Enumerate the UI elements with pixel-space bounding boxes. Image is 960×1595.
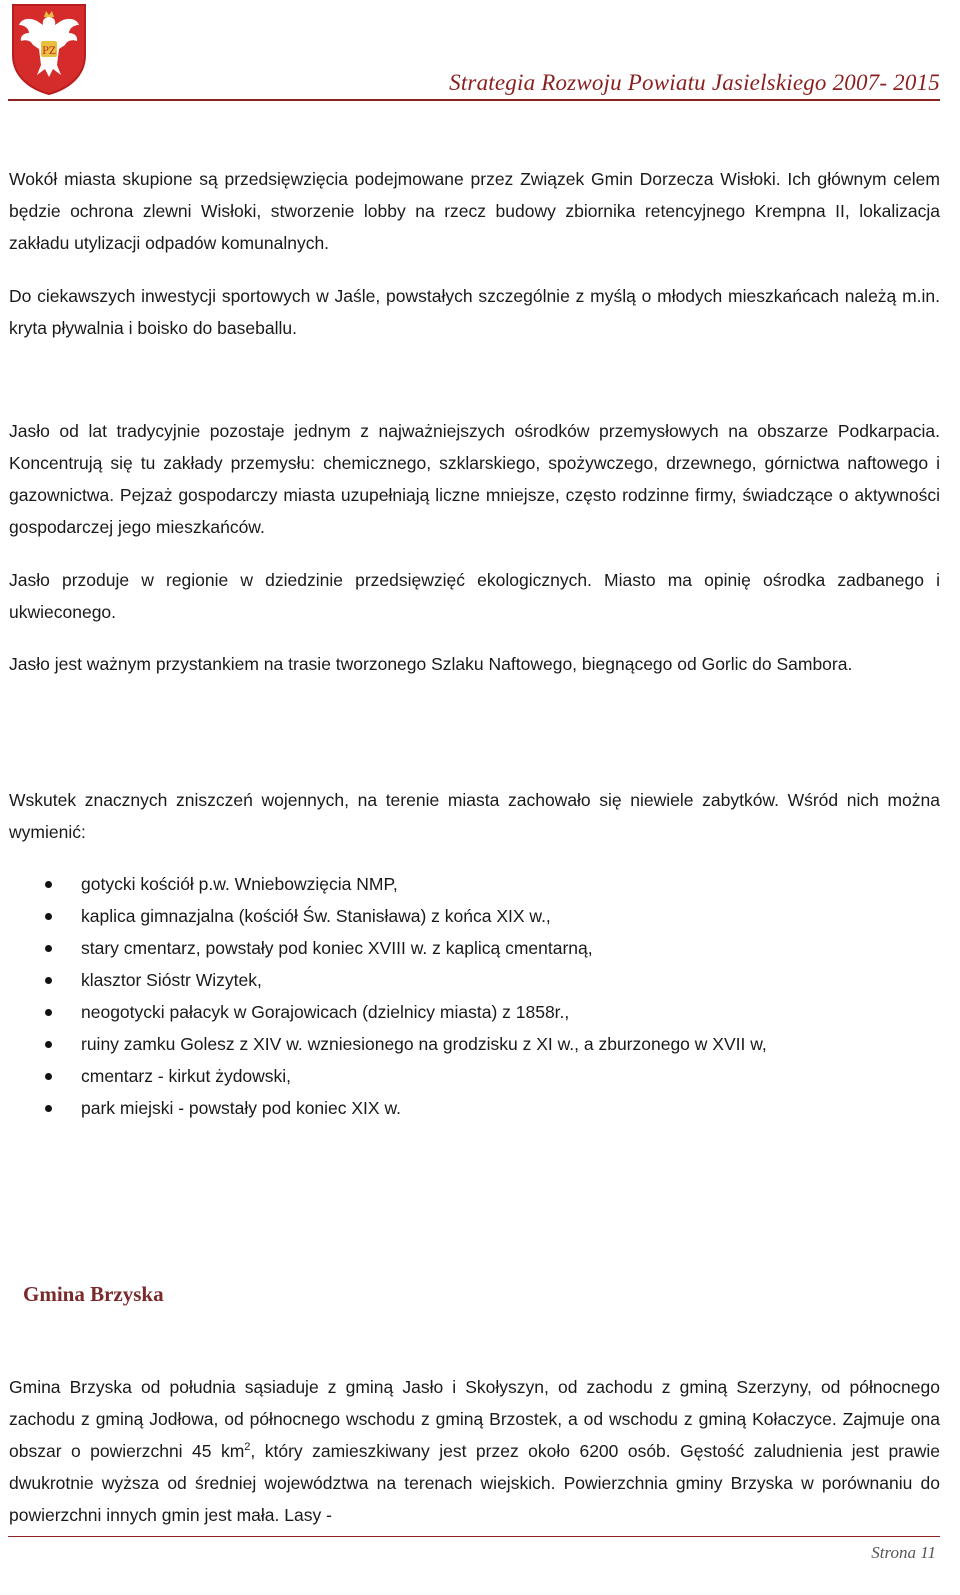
- bullet-icon: [45, 881, 52, 888]
- list-item-text: cmentarz - kirkut żydowski,: [81, 1066, 292, 1086]
- paragraph-text-part: Gmina Brzyska od południa sąsiaduje z gminą Jasło i Skołyszyn, od zachodu z gminą Szerzyny, od północnego zachodu z gminą Jodłowa, od północnego wschodu z gminą Brzostek, a od wschodu z gminą Kołaczyce. Zajmuje ona obszar o powierzchni 45 km: [9, 1377, 940, 1461]
- paragraph-oil-trail: Jasło jest ważnym przystankiem na trasie tworzonego Szlaku Naftowego, biegnącego od Gorlic do Sambora.: [9, 654, 853, 674]
- document-title: Strategia Rozwoju Powiatu Jasielskiego 2007- 2015: [449, 70, 940, 95]
- paragraph-zwiazek-gmin: Wokół miasta skupione są przedsięwzięcia podejmowane przez Związek Gmin Dorzecza Wisłoki. Ich głównym celem będzie ochrona zlewni Wisłoki, stworzenie lobby na rzecz budowy zbiornika retencyjnego Krempna II, lokalizacja zakładu utylizacji odpadów komunalnych.: [9, 169, 940, 253]
- list-item: [0, 996, 960, 1028]
- list-item-text: klasztor Sióstr Wizytek,: [81, 970, 262, 990]
- list-item-text: ruiny zamku Golesz z XIV w. wzniesionego na grodzisku z XI w., a zburzonego w XVII w,: [81, 1034, 767, 1054]
- list-item: [0, 1028, 960, 1060]
- monuments-list: [0, 868, 960, 1124]
- footer-divider: [8, 1536, 940, 1537]
- section-heading: Gmina Brzyska: [23, 1282, 164, 1306]
- svg-text:PZ: PZ: [42, 46, 56, 57]
- list-item: [0, 1092, 960, 1124]
- paragraph-monuments-intro: Wskutek znacznych zniszczeń wojennych, na terenie miasta zachowało się niewiele zabytków. Wśród nich można wymienić:: [9, 790, 940, 842]
- page-number: Strona 11: [871, 1543, 936, 1562]
- bullet-icon: [45, 913, 52, 920]
- header-divider: [8, 99, 940, 101]
- bullet-icon: [45, 1009, 52, 1016]
- list-item: [0, 868, 960, 900]
- bullet-icon: [45, 945, 52, 952]
- paragraph-sport-investments: Do ciekawszych inwestycji sportowych w Jaśle, powstałych szczególnie z myślą o młodych mieszkańcach należą m.in. kryta pływalnia i boisko do baseballu.: [9, 286, 940, 338]
- paragraph-gmina-brzyska: [9, 1371, 940, 1531]
- list-item-text: neogotycki pałacyk w Gorajowicach (dzielnicy miasta) z 1858r.,: [81, 1002, 570, 1022]
- eagle-coat-of-arms-icon: [11, 3, 87, 96]
- bullet-icon: [45, 1073, 52, 1080]
- paragraph-industry: Jasło od lat tradycyjnie pozostaje jednym z najważniejszych ośrodków przemysłowych na obszarze Podkarpacia. Koncentrują się tu zakłady przemysłu: chemicznego, szklarskiego, spożywczego, drzewnego, górnictwa naftowego i gazownictwa. Pejzaż gospodarczy miasta uzupełniają liczne mniejsze, często rodzinne firmy, świadczące o aktywności gospodarczej jego mieszkańców.: [9, 421, 940, 537]
- list-item: [0, 1060, 960, 1092]
- bullet-icon: [45, 1041, 52, 1048]
- paragraph-ecology: Jasło przoduje w regionie w dziedzinie przedsięwzięć ekologicznych. Miasto ma opinię ośrodka zadbanego i ukwieconego.: [9, 570, 940, 622]
- paragraph-text-part: , który zamieszkiwany jest przez około 6200 osób. Gęstość zaludnienia jest prawie dwukrotnie wyższa od średniej województwa na terenach wiejskich. Powierzchnia gminy Brzyska w porównaniu do powierzchni innych gmin jest mała. Lasy -: [9, 1441, 940, 1525]
- list-item-text: gotycki kościół p.w. Wniebowzięcia NMP,: [81, 874, 398, 894]
- page-header: [0, 0, 960, 104]
- list-item: [0, 900, 960, 932]
- bullet-icon: [45, 1105, 52, 1112]
- list-item-text: park miejski - powstały pod koniec XIX w.: [81, 1098, 401, 1118]
- list-item-text: stary cmentarz, powstały pod koniec XVIII w. z kaplicą cmentarną,: [81, 938, 593, 958]
- bullet-icon: [45, 977, 52, 984]
- superscript: 2: [244, 1441, 251, 1454]
- list-item: [0, 932, 960, 964]
- list-item-text: kaplica gimnazjalna (kościół Św. Stanisława) z końca XIX w.,: [81, 906, 551, 926]
- list-item: [0, 964, 960, 996]
